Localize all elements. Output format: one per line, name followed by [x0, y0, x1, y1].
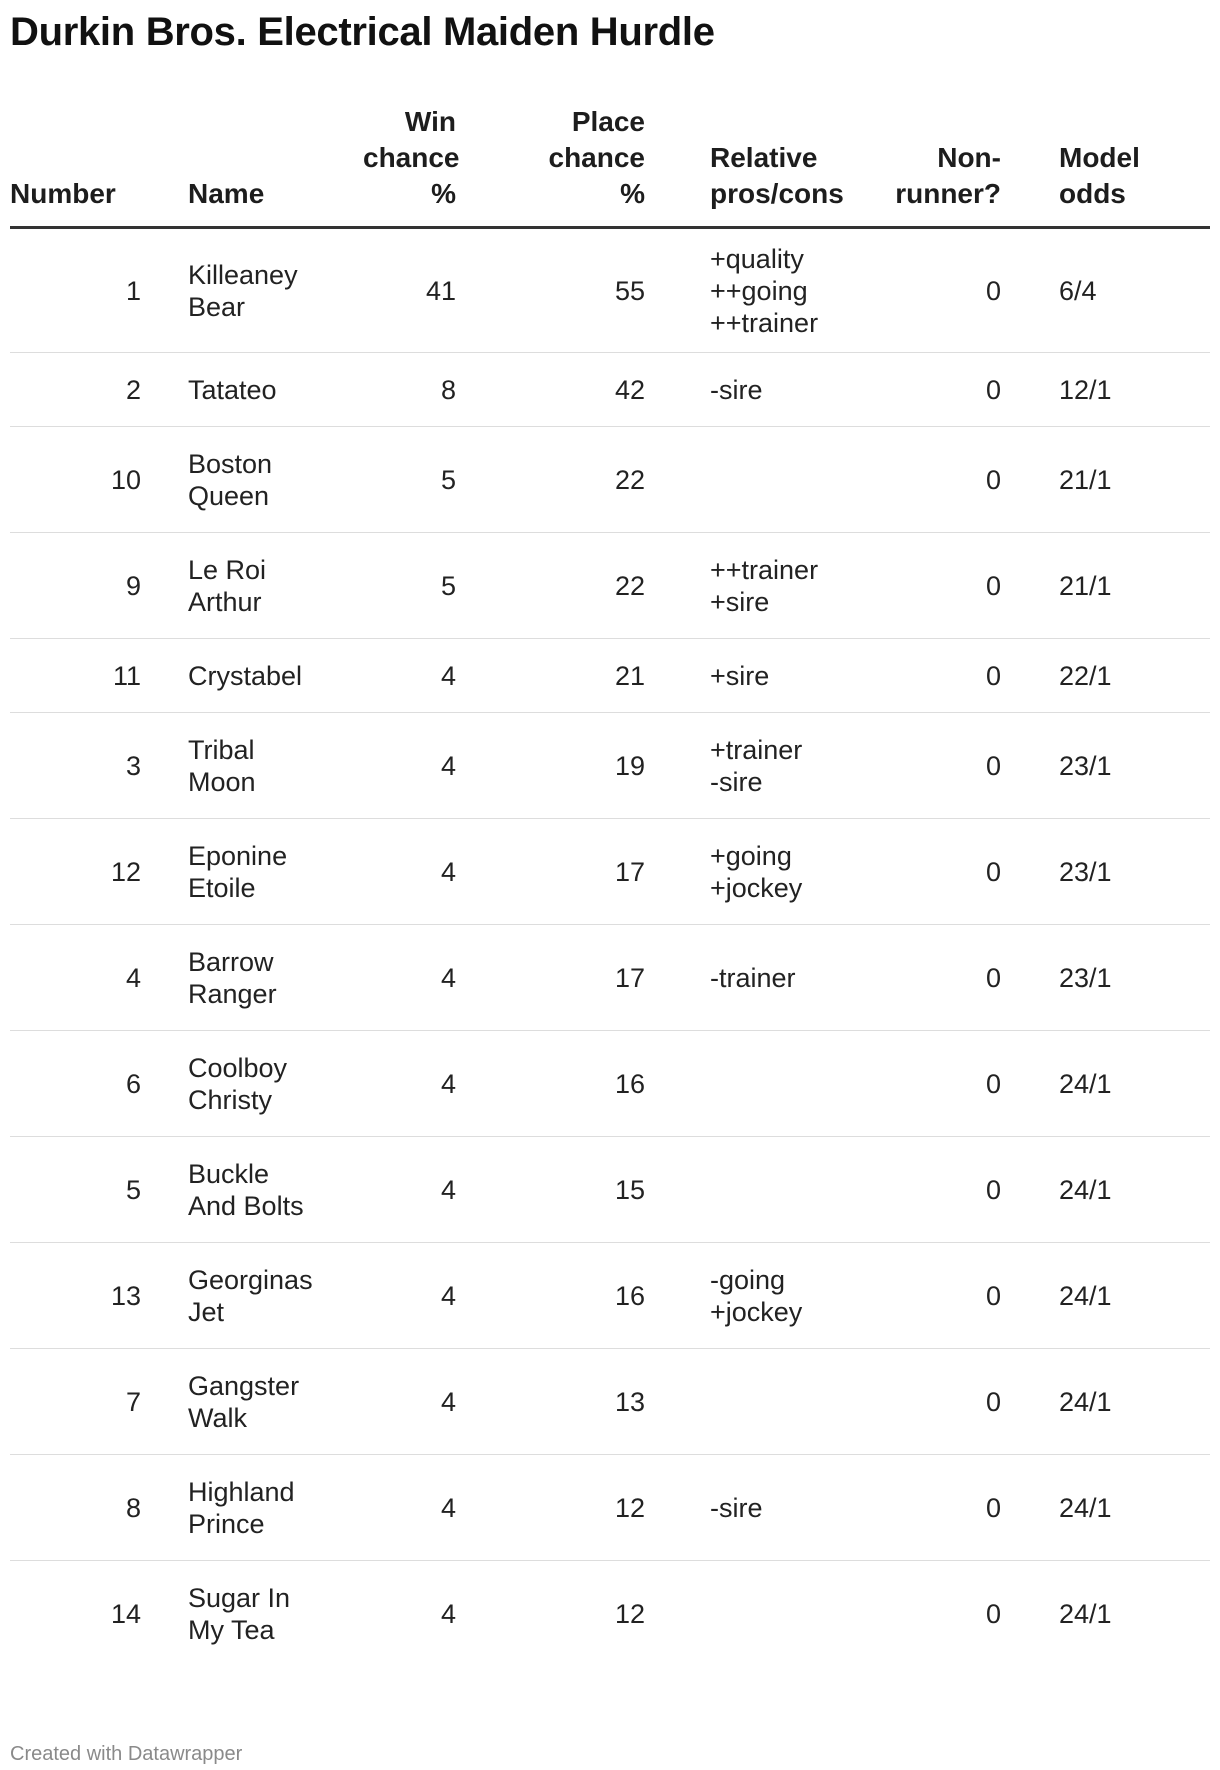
cell-number: 11: [10, 639, 188, 713]
pros-cons-line: +sire: [710, 660, 770, 691]
horse-name-line: Coolboy: [188, 1052, 288, 1083]
cell-win-chance: 4: [363, 713, 508, 819]
cell-non-runner: 0: [888, 1243, 1035, 1349]
cell-name: [188, 819, 363, 925]
table-row: [10, 1349, 1210, 1455]
horse-name-line: Buckle: [188, 1158, 270, 1189]
horse-name-line: Walk: [188, 1402, 247, 1433]
cell-pros-cons: [683, 1137, 888, 1243]
cell-name: [188, 925, 363, 1031]
cell-non-runner: 0: [888, 819, 1035, 925]
pros-cons-line: -going: [710, 1264, 786, 1295]
horse-name-line: Etoile: [188, 872, 256, 903]
cell-number: 7: [10, 1349, 188, 1455]
cell-non-runner: 0: [888, 713, 1035, 819]
table-row: [10, 353, 1210, 427]
pros-cons-line: +going: [710, 840, 792, 871]
cell-place-chance: 17: [508, 819, 683, 925]
cell-place-chance: 13: [508, 1349, 683, 1455]
cell-non-runner: 0: [888, 639, 1035, 713]
cell-win-chance: 4: [363, 1031, 508, 1137]
cell-win-chance: 8: [363, 353, 508, 427]
table-row: [10, 533, 1210, 639]
cell-place-chance: 15: [508, 1137, 683, 1243]
cell-number: 13: [10, 1243, 188, 1349]
pros-cons-line: ++going: [710, 275, 808, 306]
pros-cons-line: +jockey: [710, 1296, 803, 1327]
cell-win-chance: 4: [363, 1455, 508, 1561]
horse-name-line: Tatateo: [188, 374, 277, 405]
cell-non-runner: 0: [888, 925, 1035, 1031]
cell-model-odds: 24/1: [1035, 1137, 1210, 1243]
cell-place-chance: 16: [508, 1243, 683, 1349]
horse-name-line: Christy: [188, 1084, 273, 1115]
cell-model-odds: 23/1: [1035, 713, 1210, 819]
cell-non-runner: 0: [888, 1137, 1035, 1243]
cell-model-odds: 22/1: [1035, 639, 1210, 713]
cell-model-odds: 24/1: [1035, 1031, 1210, 1137]
cell-pros-cons: [683, 427, 888, 533]
cell-number: 2: [10, 353, 188, 427]
horse-name-line: Le Roi: [188, 554, 267, 585]
header-pros-cons[interactable]: Relative pros/cons: [683, 104, 888, 228]
horse-name-line: Gangster: [188, 1370, 300, 1401]
cell-place-chance: 12: [508, 1455, 683, 1561]
cell-place-chance: 12: [614, 1598, 645, 1629]
cell-pros-cons: [683, 1031, 888, 1137]
cell-model-odds: 21/1: [1035, 427, 1210, 533]
cell-win-chance: 4: [440, 1598, 456, 1629]
cell-name: [188, 228, 363, 353]
horse-name-line: Crystabel: [188, 660, 303, 691]
cell-pros-cons: [683, 1243, 888, 1349]
cell-name: [188, 1031, 363, 1137]
cell-non-runner: 0: [888, 1349, 1035, 1455]
table-row: [10, 228, 1210, 353]
horse-name-line: Eponine: [188, 840, 288, 871]
header-place-chance[interactable]: Place chance %: [508, 104, 683, 228]
cell-place-chance: 55: [508, 228, 683, 353]
cell-win-chance: 4: [363, 925, 508, 1031]
cell-model-odds: 24/1: [1059, 1598, 1112, 1629]
cell-non-runner: 0: [985, 1598, 1001, 1629]
cell-pros-cons: [683, 1455, 888, 1561]
cell-non-runner: 0: [888, 353, 1035, 427]
cell-model-odds: 23/1: [1035, 925, 1210, 1031]
cell-place-chance: 21: [508, 639, 683, 713]
cell-pros-cons: [683, 819, 888, 925]
cell-model-odds: 6/4: [1035, 228, 1210, 353]
cell-win-chance: 41: [363, 228, 508, 353]
horse-name-line: And Bolts: [188, 1190, 304, 1221]
cell-pros-cons: [683, 533, 888, 639]
pros-cons-line: -trainer: [710, 962, 796, 993]
cell-name: [188, 1561, 363, 1667]
footer-credit: Created with Datawrapper: [10, 1743, 243, 1765]
horse-name-line: Ranger: [188, 978, 277, 1009]
cell-non-runner: 0: [888, 427, 1035, 533]
horse-name-line: Arthur: [188, 586, 262, 617]
cell-place-chance: 19: [508, 713, 683, 819]
header-model-odds[interactable]: Model odds: [1035, 104, 1210, 228]
cell-model-odds: 24/1: [1035, 1243, 1210, 1349]
cell-pros-cons: [683, 925, 888, 1031]
table-header-row: [10, 104, 1210, 228]
pros-cons-line: +trainer: [710, 734, 803, 765]
horse-name-line: Killeaney: [188, 259, 298, 290]
cell-number: 14: [110, 1598, 141, 1629]
race-table: [10, 104, 1210, 1666]
cell-model-odds: 24/1: [1035, 1455, 1210, 1561]
pros-cons-line: +jockey: [710, 872, 803, 903]
pros-cons-line: +sire: [710, 586, 770, 617]
cell-name: [188, 713, 363, 819]
table-row: [10, 1243, 1210, 1349]
chart-title: Durkin Bros. Electrical Maiden Hurdle: [10, 10, 715, 54]
cell-name: [188, 1455, 363, 1561]
cell-model-odds: 21/1: [1035, 533, 1210, 639]
horse-name-line: Barrow: [188, 946, 274, 977]
table-body: [10, 228, 1210, 1667]
cell-name: [188, 533, 363, 639]
horse-name-line: Jet: [188, 1296, 225, 1327]
pros-cons-line: -sire: [710, 374, 763, 405]
cell-name: [188, 1137, 363, 1243]
cell-name: [188, 353, 363, 427]
cell-model-odds: 12/1: [1035, 353, 1210, 427]
horse-name-line: Boston: [188, 448, 273, 479]
cell-name: [188, 1243, 363, 1349]
cell-non-runner: 0: [888, 228, 1035, 353]
horse-name-line: Prince: [188, 1508, 265, 1539]
table-row: [10, 1561, 1210, 1667]
table-row: [10, 713, 1210, 819]
cell-number: 4: [10, 925, 188, 1031]
cell-place-chance: 16: [508, 1031, 683, 1137]
header-name[interactable]: Name: [188, 104, 363, 228]
pros-cons-line: ++trainer: [710, 554, 819, 585]
horse-name-line: Moon: [188, 766, 256, 797]
cell-number: 8: [10, 1455, 188, 1561]
table-row: [10, 639, 1210, 713]
cell-non-runner: 0: [888, 533, 1035, 639]
cell-place-chance: 42: [508, 353, 683, 427]
table-row: [10, 1137, 1210, 1243]
cell-pros-cons: [683, 353, 888, 427]
table-row: [10, 1455, 1210, 1561]
pros-cons-line: +quality: [710, 243, 804, 274]
cell-pros-cons: [683, 1561, 888, 1667]
cell-model-odds: 24/1: [1035, 1349, 1210, 1455]
header-non-runner[interactable]: Non- runner?: [888, 104, 1035, 228]
cell-non-runner: 0: [888, 1455, 1035, 1561]
cell-pros-cons: [683, 1349, 888, 1455]
cell-number: 5: [10, 1137, 188, 1243]
cell-place-chance: 22: [508, 533, 683, 639]
horse-name-line: Sugar In: [188, 1582, 291, 1613]
horse-name-line: Bear: [188, 291, 246, 322]
cell-model-odds: 23/1: [1035, 819, 1210, 925]
cell-win-chance: 4: [363, 1243, 508, 1349]
cell-pros-cons: [683, 639, 888, 713]
header-number[interactable]: Number: [10, 104, 188, 228]
horse-name-line: Georginas: [188, 1264, 313, 1295]
cell-win-chance: 5: [363, 533, 508, 639]
table-row: [10, 819, 1210, 925]
horse-name-line: Queen: [188, 480, 270, 511]
table-row: [10, 925, 1210, 1031]
horse-name-line: Highland: [188, 1476, 295, 1507]
cell-number: 6: [10, 1031, 188, 1137]
cell-place-chance: 17: [508, 925, 683, 1031]
cell-number: 9: [10, 533, 188, 639]
cell-place-chance: 22: [508, 427, 683, 533]
header-win-chance[interactable]: Win chance %: [363, 104, 508, 228]
pros-cons-line: -sire: [710, 766, 763, 797]
table-row: [10, 1031, 1210, 1137]
cell-win-chance: 4: [363, 639, 508, 713]
cell-name: [188, 1349, 363, 1455]
cell-pros-cons: [683, 228, 888, 353]
cell-win-chance: 5: [363, 427, 508, 533]
cell-name: [188, 639, 363, 713]
pros-cons-line: ++trainer: [710, 307, 819, 338]
cell-non-runner: 0: [888, 1031, 1035, 1137]
table-row: [10, 427, 1210, 533]
cell-win-chance: 4: [363, 1137, 508, 1243]
horse-name-line: Tribal: [188, 734, 255, 765]
cell-win-chance: 4: [363, 819, 508, 925]
horse-name-line: My Tea: [188, 1614, 275, 1645]
cell-number: 3: [10, 713, 188, 819]
cell-number: 12: [10, 819, 188, 925]
cell-name: [188, 427, 363, 533]
cell-pros-cons: [683, 713, 888, 819]
cell-number: 1: [10, 228, 188, 353]
pros-cons-line: -sire: [710, 1492, 763, 1523]
cell-number: 10: [10, 427, 188, 533]
cell-win-chance: 4: [363, 1349, 508, 1455]
